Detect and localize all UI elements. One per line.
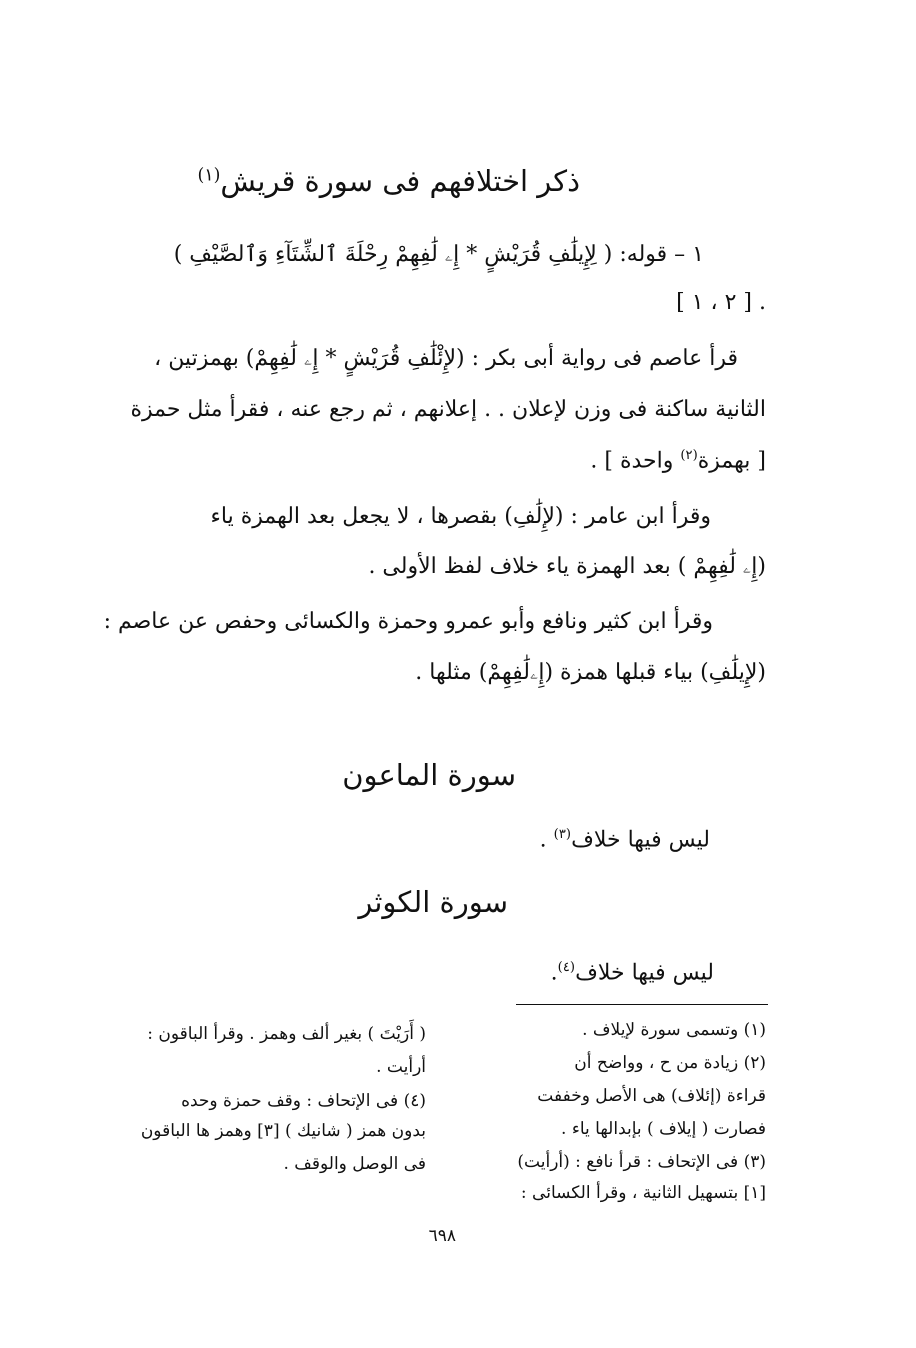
- footnote-separator: [516, 1004, 768, 1005]
- footnote-right-line-1: (١) وتسمى سورة لإيلاف .: [582, 1020, 766, 1040]
- paragraph-3-line-2: (لإِيلَٰفِ) بياء قبلها همزة (إِۦلَٰفِهِمْ) مثلها .: [415, 660, 766, 685]
- kawthar-text: ليس فيها خلاف: [575, 960, 714, 986]
- surah-maun-title: سورة الماعون: [342, 758, 516, 792]
- paragraph-1-line-2: الثانية ساكنة فى وزن لإعلان . . إعلانهم ، ثم رجع عنه ، فقرأ مثل حمزة: [130, 397, 766, 422]
- footnote-marker-4: (٤): [557, 960, 576, 975]
- paragraph-2-line-2: (إِۦ لَٰفِهِمْ ) بعد الهمزة ياء خلاف لفظ الأولى .: [368, 554, 766, 579]
- footnote-left-line-2: أرأيت .: [376, 1057, 426, 1077]
- paragraph-1-line-1: قرأ عاصم فى رواية أبى بكر : (لإِئْلَٰفِ قُرَيْشٍ * إِۦ لَٰفِهِمْ) بهمزتين ،: [154, 346, 738, 371]
- footnote-right-line-4: فصارت ( إيلاف ) بإبدالها ياء .: [561, 1119, 766, 1139]
- section-heading: [197, 164, 580, 198]
- maun-end: .: [539, 827, 554, 853]
- footnote-right-line-2: (٢) زيادة من ح ، وواضح أن: [574, 1053, 766, 1073]
- paragraph-3-line-1: وقرأ ابن كثير ونافع وأبو عمرو وحمزة والكسائى وحفص عن عاصم :: [103, 609, 713, 634]
- heading-text: ذكر اختلافهم فى سورة قريش: [220, 164, 580, 198]
- verse-line-1: ١ – قوله: ( لِإِيلَٰفِ قُرَيْشٍ * إِۦ لَٰفِهِمْ رِحْلَةَ ٱلشِّتَآءِ وَٱلصَّيْفِ ): [173, 242, 704, 267]
- maun-text: ليس فيها خلاف: [571, 827, 710, 853]
- footnote-left-line-4: بدون همز ( شانيك ) [٣] وهمز ها الباقون: [140, 1121, 426, 1141]
- footnote-left-line-3: (٤) فى الإتحاف : وقف حمزة وحده: [181, 1091, 426, 1111]
- page-number: ٦٩٨: [428, 1226, 456, 1246]
- heading-footnote-marker: (١): [197, 165, 221, 186]
- kawthar-end: .: [550, 960, 558, 986]
- footnote-marker-2: (٢): [680, 448, 698, 463]
- paragraph-2-line-1: وقرأ ابن عامر : (لإِلَٰفِ) بقصرها ، لا يجعل بعد الهمزة ياء: [210, 504, 711, 529]
- footnote-right-line-5: (٣) فى الإتحاف : قرأ نافع : (أرأيت): [517, 1152, 766, 1172]
- paragraph-1-line-3-start: [ بهمزة: [697, 448, 766, 474]
- surah-kawthar-title: سورة الكوثر: [358, 885, 508, 919]
- footnote-marker-3: (٣): [553, 827, 572, 842]
- footnote-left-line-1: ( أَرَيْتَ ) بغير ألف وهمز . وقرأ الباقون :: [147, 1024, 426, 1044]
- footnote-right-line-6: [١] بتسهيل الثانية ، وقرأ الكسائى :: [520, 1183, 766, 1203]
- surah-maun-text: [540, 827, 710, 852]
- footnote-right-line-3: قراءة (إئلاف) هى الأصل وخففت: [537, 1086, 766, 1106]
- surah-kawthar-text: [551, 960, 714, 985]
- footnote-left-line-5: فى الوصل والوقف .: [283, 1154, 426, 1174]
- verse-line-2: . [ ٢ ، ١ ]: [676, 290, 766, 315]
- paragraph-1-line-3: [590, 448, 766, 473]
- paragraph-1-line-3-end: واحدة ] .: [590, 448, 681, 474]
